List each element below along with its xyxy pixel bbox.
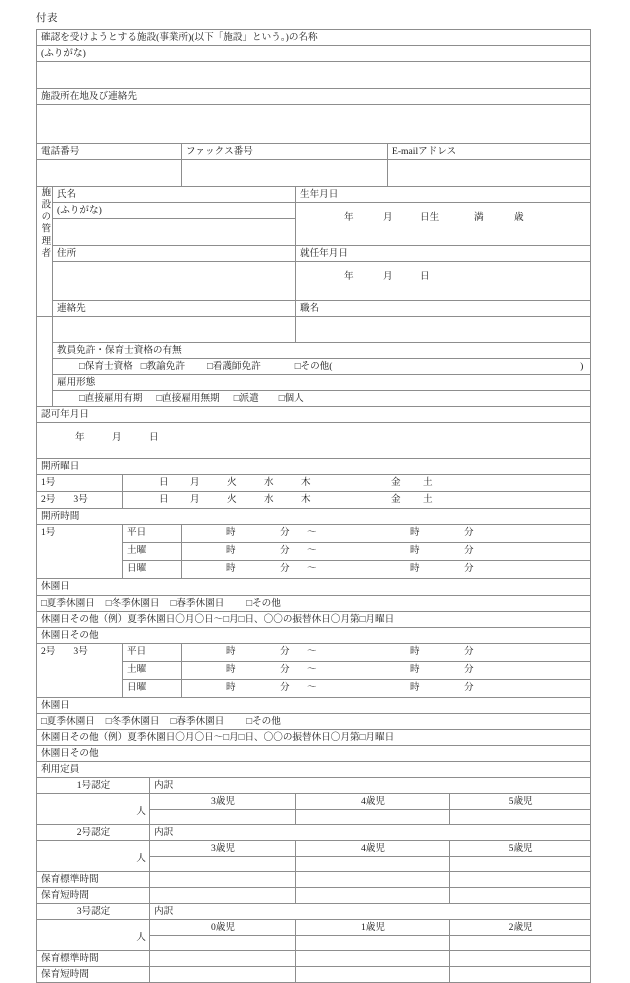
capacity-group3-cert-row	[37, 903, 591, 919]
closed-days-options-row-1	[37, 595, 591, 611]
closed-days-example-1: 休園日その他（例）夏季休園日〇月〇日～□月□日、〇〇の振替休日〇月第□月曜日	[41, 613, 395, 625]
tilde-1-weekday: ～	[307, 527, 317, 539]
capacity-group3-age1-header	[296, 919, 450, 935]
capacity-group2-age2-value[interactable]	[450, 856, 591, 871]
weekday-fri-2[interactable]: 金	[391, 494, 401, 506]
facility-address-input-row	[37, 105, 591, 144]
time-range-1-saturday	[182, 543, 590, 560]
capacity-group1-age1-value[interactable]	[296, 809, 450, 824]
sheet-label: 付表	[36, 13, 58, 24]
capacity-group3-unit-cell	[37, 919, 150, 950]
closed-days-example-row-1	[37, 611, 591, 627]
tilde-2-weekday: ～	[307, 645, 317, 657]
start-minute-2-weekday: 分	[280, 645, 290, 657]
checkbox-winter-closed-2[interactable]: □冬季休園日	[105, 715, 160, 727]
open-hours-header: 開所時間	[41, 511, 80, 523]
checkbox-qualification-other[interactable]: □その他(	[294, 361, 333, 373]
manager-appointed-day: 日	[420, 271, 430, 283]
open-days-header: 開所曜日	[41, 461, 80, 473]
approval-date-strip	[37, 423, 590, 447]
checkbox-summer-closed-1[interactable]: □夏季休園日	[41, 597, 95, 609]
open-hours-type1-saturday-values-cell[interactable]	[182, 543, 591, 561]
approval-month: 月	[112, 432, 122, 444]
open-days-type23-weekdays	[123, 492, 590, 508]
capacity-group2-short-label: 保育短時間	[41, 889, 89, 901]
end-minute-2-saturday: 分	[464, 663, 474, 675]
capacity-group3-standard-value2[interactable]	[450, 951, 591, 967]
start-hour-1-saturday: 時	[226, 545, 236, 557]
open-hours-saturday-label-1: 土曜	[127, 545, 147, 557]
manager-appointed-month: 月	[383, 271, 393, 283]
start-hour-1-weekday: 時	[226, 527, 236, 539]
capacity-group2-standard-value1[interactable]	[296, 871, 450, 887]
facility-address-header-row	[37, 89, 591, 105]
closed-days-header-cell-1	[37, 579, 591, 595]
capacity-group2-age1-label: 4歳児	[361, 842, 385, 854]
tilde-1-saturday: ～	[307, 545, 317, 557]
capacity-group1-age2-label: 5歳児	[508, 795, 533, 807]
capacity-group2-age1-header	[296, 840, 450, 856]
facility-confirmation-form	[36, 29, 591, 983]
open-days-type23-label-cell	[37, 492, 123, 509]
end-hour-1-sunday: 時	[410, 563, 420, 575]
capacity-group3-age1-label: 1歳児	[361, 921, 385, 933]
capacity-group3-short-label-cell	[37, 967, 150, 983]
approval-input-cell[interactable]	[37, 423, 591, 459]
manager-address-input-row	[37, 262, 591, 301]
closed-days-header-row-2	[37, 697, 591, 713]
capacity-group3-age0-value[interactable]	[150, 936, 296, 951]
end-hour-2-weekday: 時	[410, 645, 420, 657]
email-header-cell	[388, 144, 591, 160]
weekday-tue-1[interactable]: 火	[227, 477, 237, 489]
open-hours-type1-sunday-label-cell	[123, 561, 182, 579]
manager-birth-year: 年	[344, 212, 354, 224]
capacity-group3-short-value1[interactable]	[296, 967, 450, 983]
facility-name-header-cell	[37, 30, 591, 46]
capacity-group2-age1-value[interactable]	[296, 856, 450, 871]
manager-address-input-cell[interactable]	[53, 262, 296, 301]
checkbox-spring-closed-2[interactable]: □春季休園日	[170, 715, 225, 727]
open-hours-type1-weekday-values-cell[interactable]	[182, 525, 591, 543]
capacity-group2-breakdown-cell	[150, 824, 591, 840]
approval-year: 年	[75, 432, 85, 444]
capacity-group3-standard-label: 保育標準時間	[41, 953, 99, 964]
manager-name-label: 氏名	[57, 189, 77, 201]
start-minute-1-weekday: 分	[280, 527, 290, 539]
capacity-group3-age2-label: 2歳児	[508, 921, 533, 933]
manager-appointed-label: 就任年月日	[300, 248, 348, 260]
closed-days-other-row-1	[37, 627, 591, 643]
manager-contact-header-row	[37, 301, 591, 317]
manager-address-header-row	[37, 246, 591, 262]
closed-days-other-label-2: 休園日その他	[41, 747, 99, 759]
facility-address-header-cell	[37, 89, 591, 105]
closed-days-example-cell-1	[37, 611, 591, 627]
start-minute-2-saturday: 分	[280, 663, 290, 675]
facility-furigana-cell[interactable]	[37, 46, 591, 62]
capacity-group1-age0-value[interactable]	[150, 809, 296, 824]
qualification-other-close: )	[580, 361, 584, 373]
open-hours-type3-label: 3号	[73, 645, 88, 657]
capacity-group2-unit-label: 人	[136, 852, 146, 864]
time-range-1-sunday	[182, 561, 590, 578]
capacity-group3-age0-header	[150, 919, 296, 935]
start-hour-2-sunday: 時	[226, 681, 236, 693]
manager-contact-header-cell	[53, 301, 296, 317]
checkbox-dispatch[interactable]: □派遣	[233, 393, 259, 405]
tel-header-cell	[37, 144, 182, 160]
contact-input-row	[37, 160, 591, 187]
open-hours-type1-weekday-label-cell	[123, 525, 182, 543]
facility-name-header: 確認を受けようとする施設(事業所)(以下「施設」という。)の名称	[41, 32, 318, 43]
capacity-group1-age2-header	[450, 793, 591, 809]
manager-vertical-label-spacer	[37, 317, 53, 407]
capacity-group3-short-row	[37, 967, 591, 983]
capacity-group3-cert-cell	[37, 903, 150, 919]
manager-appointed-input-cell[interactable]	[296, 262, 591, 301]
manager-birth-month: 月	[383, 212, 393, 224]
closed-days-options-cell-1	[37, 595, 591, 611]
qualification-options-row	[37, 359, 591, 375]
capacity-group2-breakdown-label: 内訳	[154, 826, 174, 838]
capacity-group2-age0-label: 3歳児	[211, 842, 235, 854]
open-hours-sunday-label-1: 日曜	[127, 563, 147, 575]
manager-furigana-label: (ふりがな)	[57, 205, 102, 217]
open-hours-type23-label-cell	[37, 643, 123, 697]
manager-appointed-date-strip	[296, 262, 590, 286]
weekday-wed-1[interactable]: 水	[264, 477, 274, 489]
fax-input-cell[interactable]	[182, 160, 388, 187]
end-minute-2-sunday: 分	[464, 681, 474, 693]
facility-name-input-cell[interactable]	[37, 62, 591, 89]
manager-address-label: 住所	[57, 248, 77, 260]
open-days-type23-row	[37, 492, 591, 509]
capacity-group3-standard-label-cell	[37, 951, 150, 967]
approval-header-cell	[37, 407, 591, 423]
capacity-group2-age-header-row	[37, 840, 591, 856]
closed-days-options-1	[37, 596, 590, 611]
capacity-group1-unit-cell	[37, 793, 150, 824]
checkbox-kangoshi[interactable]: □看護師免許	[206, 361, 261, 373]
closed-days-header-2: 休園日	[41, 699, 70, 711]
manager-furigana-cell[interactable]	[53, 203, 296, 219]
capacity-group1-age2-value[interactable]	[450, 809, 591, 824]
end-hour-1-saturday: 時	[410, 545, 420, 557]
open-days-type1-label: 1号	[41, 477, 56, 489]
open-hours-saturday-label-2: 土曜	[127, 663, 147, 675]
capacity-group3-breakdown-label: 内訳	[154, 905, 174, 917]
capacity-group3-short-value2[interactable]	[450, 967, 591, 983]
open-days-type1-values-cell[interactable]	[123, 475, 591, 492]
facility-furigana-label: (ふりがな)	[41, 48, 86, 60]
employment-header-cell	[53, 375, 591, 391]
open-days-type1-row	[37, 475, 591, 492]
capacity-group3-unit-label: 人	[136, 931, 146, 943]
open-days-type2-label: 2号	[41, 494, 56, 506]
capacity-group2-short-label-cell	[37, 887, 150, 903]
closed-days-header-cell-2	[37, 697, 591, 713]
manager-age-prefix: 満	[474, 212, 484, 224]
end-hour-1-weekday: 時	[410, 527, 420, 539]
capacity-group2-short-row	[37, 887, 591, 903]
manager-name-header-row	[37, 187, 591, 203]
capacity-group1-cert-label: 1号認定	[76, 779, 111, 791]
open-days-type1-weekdays	[123, 475, 590, 491]
manager-birth-label: 生年月日	[300, 189, 339, 201]
capacity-group3-age0-label: 0歳児	[211, 921, 235, 933]
checkbox-closed-other-1[interactable]: □その他	[246, 597, 281, 609]
capacity-group2-cert-label: 2号認定	[76, 826, 111, 838]
capacity-group3-short-label: 保育短時間	[41, 969, 89, 981]
closed-days-example-cell-2	[37, 729, 591, 745]
weekday-mon-1[interactable]: 月	[190, 477, 200, 489]
approval-header-row	[37, 407, 591, 423]
employment-options-cell	[53, 391, 591, 407]
capacity-group1-cert-cell	[37, 777, 150, 793]
open-hours-type1-saturday-label-cell	[123, 543, 182, 561]
manager-birth-input-cell[interactable]	[296, 203, 591, 246]
manager-address-header-cell	[53, 246, 296, 262]
checkbox-direct-indefinite[interactable]: □直接雇用無期	[156, 393, 220, 405]
open-hours-type23-weekday-row	[37, 643, 591, 661]
open-days-header-row	[37, 459, 591, 475]
start-minute-2-sunday: 分	[280, 681, 290, 693]
capacity-group3-breakdown-cell	[150, 903, 591, 919]
open-hours-sunday-label-2: 日曜	[127, 681, 147, 693]
approval-header: 認可年月日	[41, 409, 89, 421]
weekday-fri-1[interactable]: 金	[391, 477, 401, 489]
capacity-group3-age-header-row	[37, 919, 591, 935]
manager-appointed-year: 年	[344, 271, 354, 283]
end-minute-1-saturday: 分	[464, 545, 474, 557]
tilde-1-sunday: ～	[307, 563, 317, 575]
manager-birth-date-strip	[296, 203, 590, 227]
fax-label: ファックス番号	[186, 146, 253, 158]
capacity-group3-standard-row	[37, 951, 591, 967]
closed-days-example-2: 休園日その他（例）夏季休園日〇月〇日～□月□日、〇〇の振替休日〇月第□月曜日	[41, 731, 395, 743]
weekday-thu-1[interactable]: 木	[301, 477, 311, 489]
tel-input-cell[interactable]	[37, 160, 182, 187]
time-range-2-weekday	[182, 644, 590, 661]
manager-name-header-cell	[53, 187, 296, 203]
qualification-header-cell	[53, 343, 591, 359]
qualification-options	[53, 359, 590, 374]
weekday-mon-2[interactable]: 月	[190, 494, 200, 506]
email-label: E-mailアドレス	[392, 146, 457, 158]
capacity-group2-standard-row	[37, 871, 591, 887]
capacity-group1-age1-header	[296, 793, 450, 809]
end-hour-2-saturday: 時	[410, 663, 420, 675]
capacity-group2-standard-label-cell	[37, 871, 150, 887]
fax-header-cell	[182, 144, 388, 160]
checkbox-closed-other-2[interactable]: □その他	[246, 715, 281, 727]
open-days-header-cell	[37, 459, 591, 475]
capacity-group2-cert-row	[37, 824, 591, 840]
closed-days-other-label-1: 休園日その他	[41, 629, 99, 641]
facility-address-input-cell[interactable]	[37, 105, 591, 144]
weekday-tue-2[interactable]: 火	[227, 494, 237, 506]
open-days-type23-label	[37, 492, 122, 507]
end-minute-2-weekday: 分	[464, 645, 474, 657]
manager-name-input-cell[interactable]	[53, 219, 296, 246]
approval-input-row	[37, 423, 591, 459]
time-range-2-saturday	[182, 662, 590, 679]
manager-contact-input-cell[interactable]	[53, 317, 296, 343]
employment-header: 雇用形態	[57, 377, 96, 389]
tel-label: 電話番号	[41, 146, 80, 158]
capacity-group2-standard-value0[interactable]	[150, 871, 296, 887]
employment-options-row	[37, 391, 591, 407]
capacity-group1-age0-header	[150, 793, 296, 809]
closed-days-example-row-2	[37, 729, 591, 745]
capacity-group1-unit-label: 人	[136, 805, 146, 817]
facility-address-header: 施設所在地及び連絡先	[41, 91, 137, 103]
manager-contact-input-row	[37, 317, 591, 343]
open-days-type1-label-cell	[37, 475, 123, 492]
capacity-group1-breakdown-cell	[150, 777, 591, 793]
manager-appointed-header-cell	[296, 246, 591, 262]
capacity-group2-standard-value2[interactable]	[450, 871, 591, 887]
capacity-header-row	[37, 761, 591, 777]
checkbox-kyouyu[interactable]: □教諭免許	[140, 361, 185, 373]
open-hours-weekday-label-1: 平日	[127, 527, 147, 539]
open-days-type3-label: 3号	[73, 494, 88, 506]
capacity-group3-age2-header	[450, 919, 591, 935]
qualification-header-row	[37, 343, 591, 359]
approval-day: 日	[149, 432, 159, 444]
open-hours-weekday-label-2: 平日	[127, 645, 147, 657]
manager-position-input-cell[interactable]	[296, 317, 591, 343]
start-hour-2-saturday: 時	[226, 663, 236, 675]
checkbox-hoikushi[interactable]: □保育士資格	[79, 361, 133, 373]
capacity-group3-standard-value1[interactable]	[296, 951, 450, 967]
manager-age-suffix: 歳	[514, 212, 524, 224]
capacity-group1-age1-label: 4歳児	[361, 795, 385, 807]
tilde-2-saturday: ～	[307, 663, 317, 675]
capacity-group3-age1-value[interactable]	[296, 936, 450, 951]
manager-contact-label: 連絡先	[57, 303, 86, 315]
capacity-group3-age2-value[interactable]	[450, 936, 591, 951]
closed-days-other-cell-1[interactable]	[37, 627, 591, 643]
weekday-wed-2[interactable]: 水	[264, 494, 274, 506]
capacity-group2-age0-header	[150, 840, 296, 856]
capacity-group3-cert-label: 3号認定	[76, 905, 111, 917]
start-hour-2-weekday: 時	[226, 645, 236, 657]
weekday-thu-2[interactable]: 木	[301, 494, 311, 506]
email-input-cell[interactable]	[388, 160, 591, 187]
closed-days-options-cell-2	[37, 713, 591, 729]
open-hours-type23-weekday-values-cell[interactable]	[182, 643, 591, 661]
weekday-sat-2[interactable]: 土	[423, 494, 433, 506]
capacity-group2-short-value2[interactable]	[450, 887, 591, 903]
capacity-group1-age-header-row	[37, 793, 591, 809]
open-hours-header-cell	[37, 509, 591, 525]
facility-name-header-row	[37, 30, 591, 46]
closed-days-options-row-2	[37, 713, 591, 729]
manager-position-header-cell	[296, 301, 591, 317]
closed-days-options-2	[37, 714, 590, 729]
checkbox-winter-closed-1[interactable]: □冬季休園日	[105, 597, 160, 609]
open-hours-type23-sunday-label-cell	[123, 679, 182, 697]
employment-options	[53, 391, 590, 406]
open-hours-type23-label	[37, 644, 122, 659]
capacity-group3-short-value0[interactable]	[150, 967, 296, 983]
manager-vertical-label: 施設の管理者	[39, 187, 51, 260]
manager-birth-header-cell	[296, 187, 591, 203]
open-hours-type1-weekday-row	[37, 525, 591, 543]
capacity-group2-unit-cell	[37, 840, 150, 871]
contact-header-row	[37, 144, 591, 160]
checkbox-spring-closed-1[interactable]: □春季休園日	[170, 597, 225, 609]
start-minute-1-saturday: 分	[280, 545, 290, 557]
capacity-header: 利用定員	[41, 763, 80, 775]
open-hours-type1-label-cell	[37, 525, 123, 579]
time-range-2-sunday	[182, 680, 590, 697]
capacity-group2-standard-label: 保育標準時間	[41, 873, 99, 885]
closed-days-other-cell-2[interactable]	[37, 745, 591, 761]
open-hours-type23-saturday-values-cell[interactable]	[182, 661, 591, 679]
start-hour-1-sunday: 時	[226, 563, 236, 575]
facility-name-input-row	[37, 62, 591, 89]
capacity-group2-short-value1[interactable]	[296, 887, 450, 903]
closed-days-other-row-2	[37, 745, 591, 761]
closed-days-header-1: 休園日	[41, 581, 70, 593]
weekday-sun-2[interactable]: 日	[159, 494, 169, 506]
end-minute-1-weekday: 分	[464, 527, 474, 539]
manager-furigana-row	[37, 203, 591, 219]
end-hour-2-sunday: 時	[410, 681, 420, 693]
qualification-header: 教員免許・保育士資格の有無	[57, 345, 182, 357]
open-hours-type2-label: 2号	[41, 645, 56, 657]
weekday-sun-1[interactable]: 日	[159, 477, 169, 489]
qualification-options-cell	[53, 359, 591, 375]
capacity-group2-cert-cell	[37, 824, 150, 840]
weekday-sat-1[interactable]: 土	[423, 477, 433, 489]
manager-position-label: 職名	[300, 303, 320, 315]
manager-vertical-label-cell	[37, 187, 53, 317]
tilde-2-sunday: ～	[307, 681, 317, 693]
open-days-type23-values-cell[interactable]	[123, 492, 591, 509]
open-hours-type23-saturday-label-cell	[123, 661, 182, 679]
open-hours-header-row	[37, 509, 591, 525]
start-minute-1-sunday: 分	[280, 563, 290, 575]
open-hours-type1-sunday-values-cell[interactable]	[182, 561, 591, 579]
employment-header-row	[37, 375, 591, 391]
open-hours-type23-weekday-label-cell	[123, 643, 182, 661]
closed-days-header-row-1	[37, 579, 591, 595]
manager-birth-day: 日生	[420, 212, 440, 224]
checkbox-direct-fixed-term[interactable]: □直接雇用有期	[79, 393, 143, 405]
capacity-group1-cert-row	[37, 777, 591, 793]
checkbox-individual[interactable]: □個人	[278, 393, 304, 405]
capacity-header-cell	[37, 761, 591, 777]
time-range-1-weekday	[182, 525, 590, 542]
capacity-group2-age0-value[interactable]	[150, 856, 296, 871]
open-hours-type23-sunday-values-cell[interactable]	[182, 679, 591, 697]
capacity-group1-age0-label: 3歳児	[211, 795, 235, 807]
capacity-group2-age2-label: 5歳児	[508, 842, 533, 854]
capacity-group1-breakdown-label: 内訳	[154, 779, 174, 791]
capacity-group3-standard-value0[interactable]	[150, 951, 296, 967]
open-hours-type1-label: 1号	[41, 527, 56, 539]
capacity-group2-short-value0[interactable]	[150, 887, 296, 903]
capacity-group2-age2-header	[450, 840, 591, 856]
facility-furigana-row	[37, 46, 591, 62]
end-minute-1-sunday: 分	[464, 563, 474, 575]
checkbox-summer-closed-2[interactable]: □夏季休園日	[41, 715, 95, 727]
